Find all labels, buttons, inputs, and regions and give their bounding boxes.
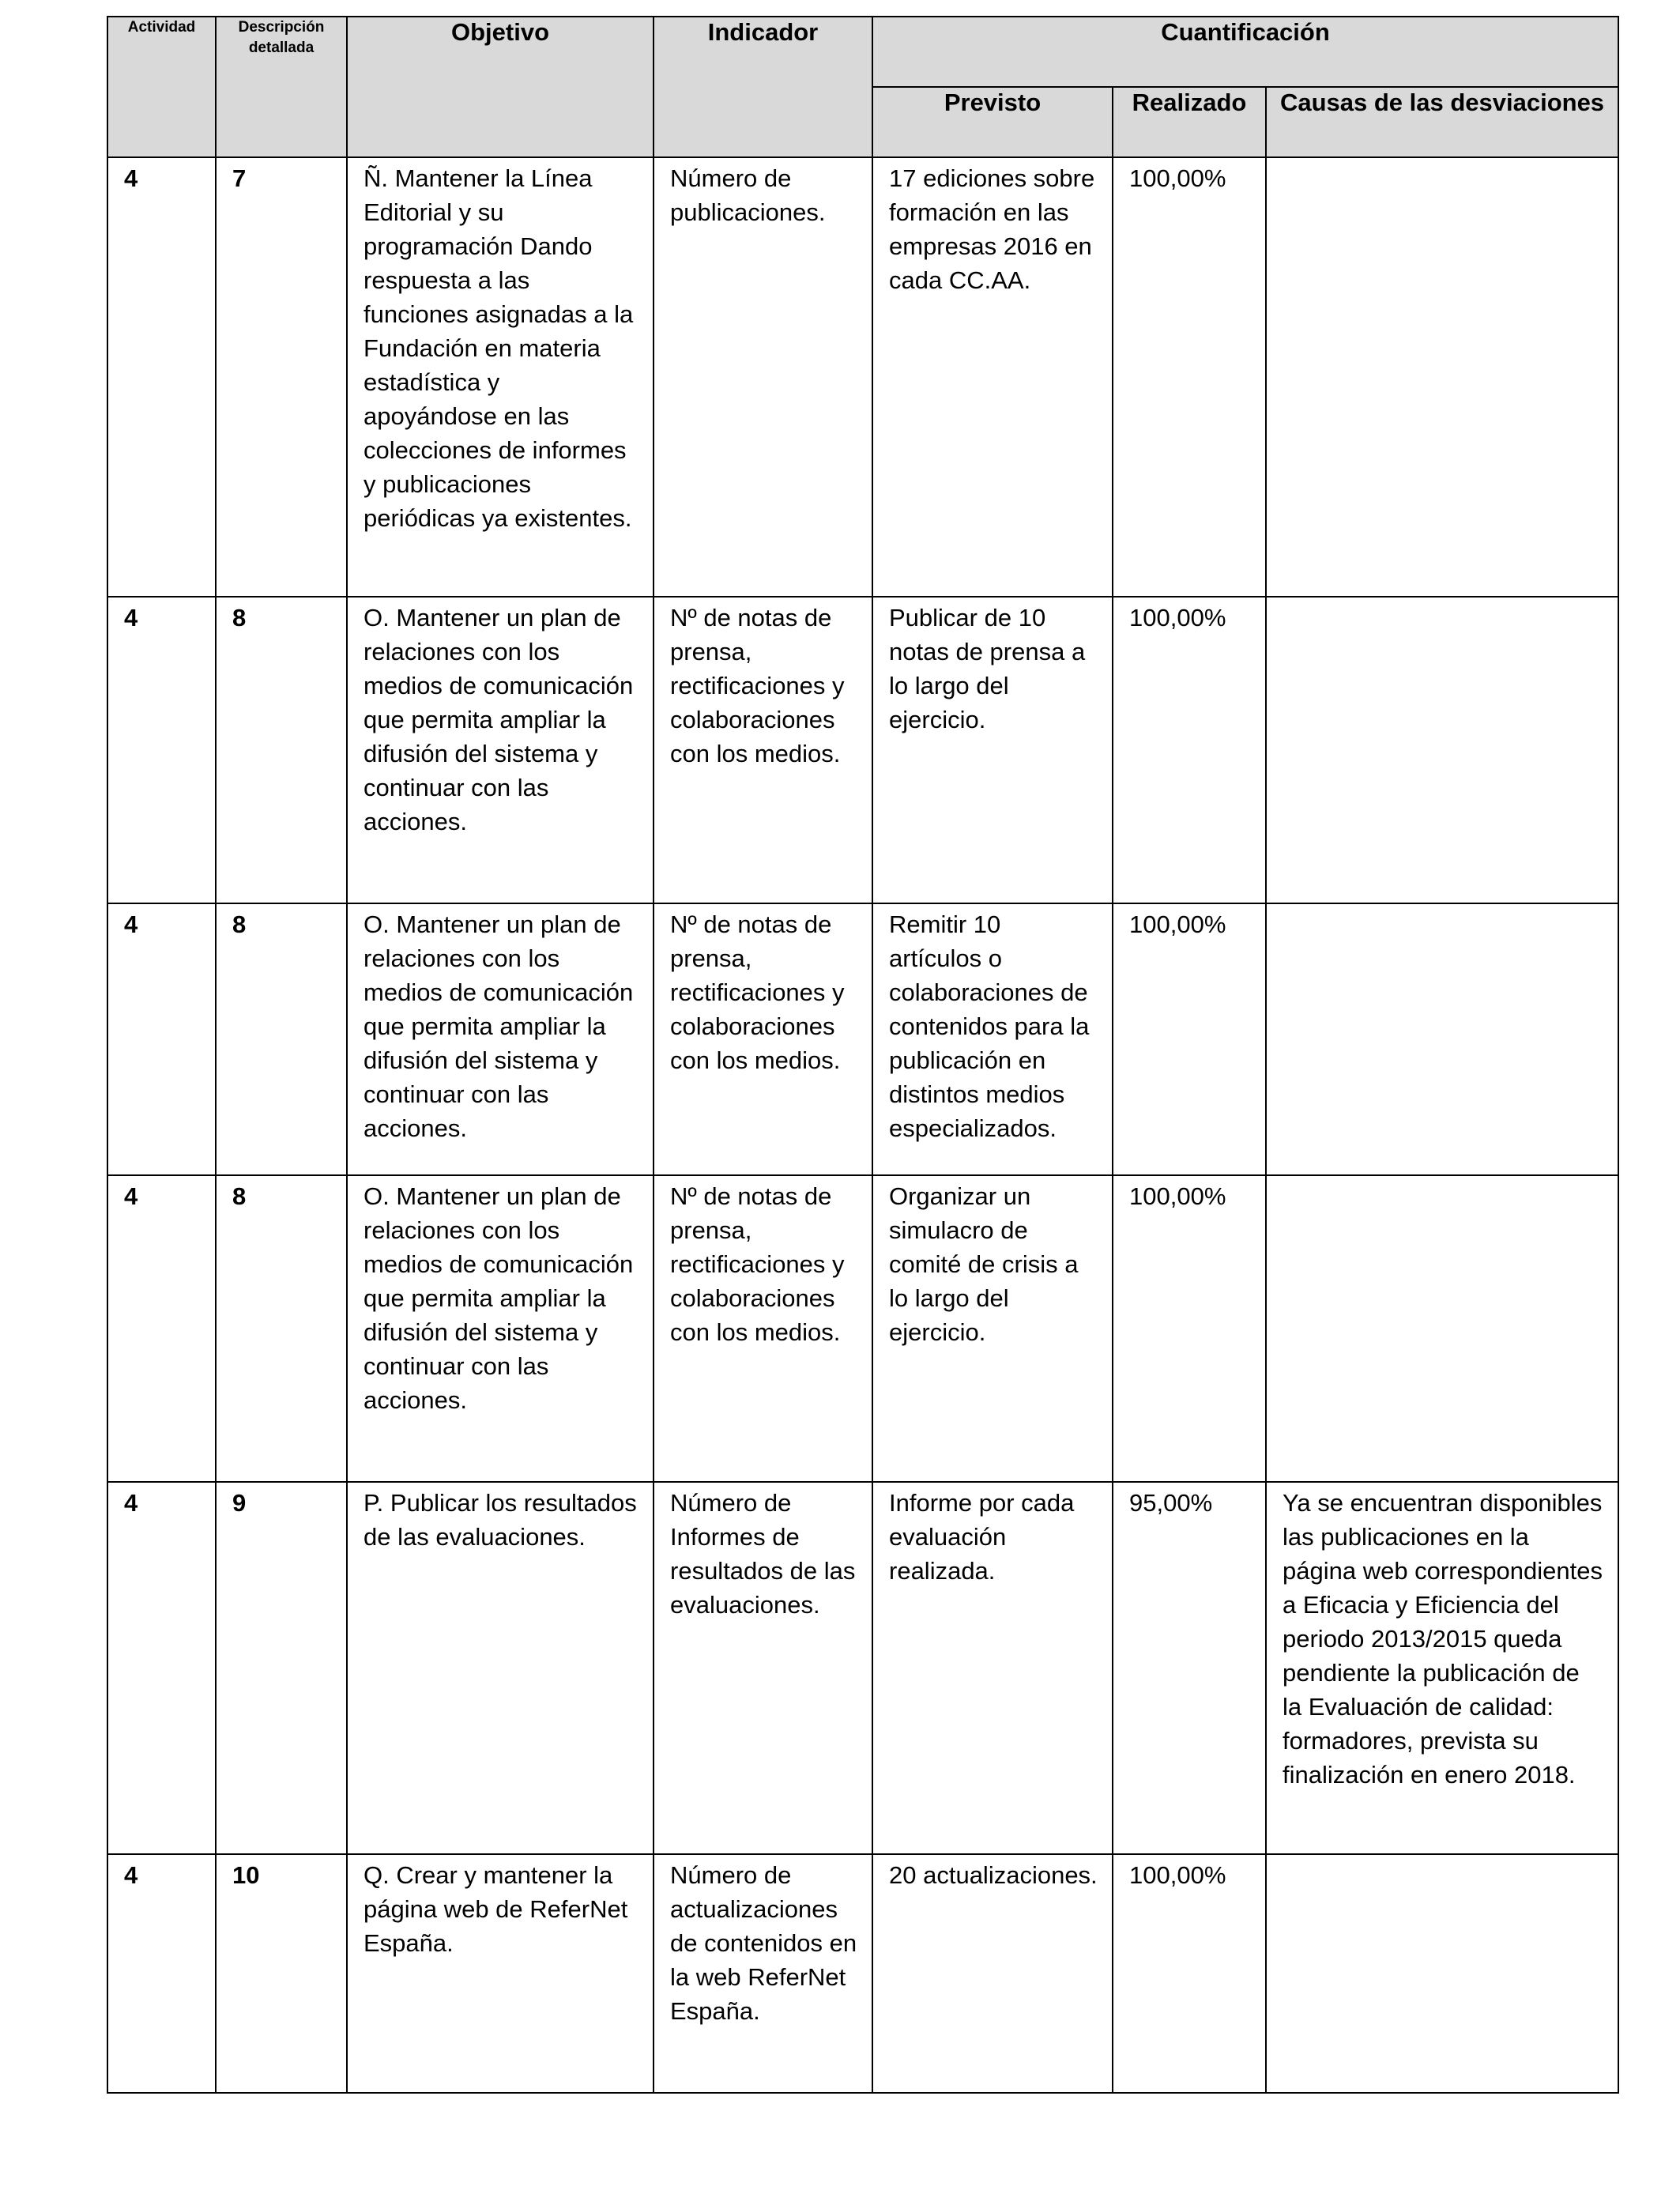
cell-actividad-text: 4 <box>124 910 138 938</box>
cell-realizado-text: 100,00% <box>1129 910 1226 938</box>
cell-causas <box>1266 1854 1618 2093</box>
cell-previsto <box>872 1482 1113 1854</box>
cell-descripcion <box>216 597 347 903</box>
cell-previsto <box>872 903 1113 1175</box>
cell-previsto-text: Remitir 10 artículos o colaboraciones de contenidos para la publicación en distintos medios especializados. <box>889 910 1090 1142</box>
cell-previsto-text: 20 actualizaciones. <box>889 1861 1098 1889</box>
cell-indicador-text: Nº de notas de prensa, rectificaciones y colaboraciones con los medios. <box>670 1182 845 1346</box>
table-row <box>107 1854 1618 2093</box>
table-row <box>107 1482 1618 1854</box>
cell-previsto <box>872 1854 1113 2093</box>
cell-objetivo <box>347 157 654 597</box>
cell-causas-text <box>1267 158 1618 161</box>
cell-indicador <box>654 1482 872 1854</box>
table-row <box>107 1175 1618 1482</box>
header-realizado: Realizado <box>1113 87 1266 157</box>
cell-actividad <box>107 1854 216 2093</box>
cell-realizado-text: 100,00% <box>1129 1182 1226 1210</box>
cell-causas <box>1266 1175 1618 1482</box>
cell-realizado-text: 100,00% <box>1129 164 1226 192</box>
cell-objetivo-text: Q. Crear y mantener la página web de ReferNet España. <box>363 1861 628 1957</box>
cell-indicador-text: Número de publicaciones. <box>670 164 826 226</box>
cell-objetivo <box>347 1482 654 1854</box>
cell-realizado <box>1113 1482 1266 1854</box>
header-row-top <box>107 17 1618 87</box>
cell-indicador <box>654 1854 872 2093</box>
cell-realizado-text: 100,00% <box>1129 1861 1226 1889</box>
cell-causas <box>1266 1482 1618 1854</box>
cell-descripcion <box>216 1854 347 2093</box>
cell-realizado-text: 100,00% <box>1129 604 1226 631</box>
cell-objetivo-text: O. Mantener un plan de relaciones con los medios de comunicación que permita ampliar la difusión del sistema y continuar con las acciones. <box>363 1182 634 1414</box>
table-row <box>107 157 1618 597</box>
cell-indicador-text: Nº de notas de prensa, rectificaciones y colaboraciones con los medios. <box>670 604 845 767</box>
cell-previsto-text: Informe por cada evaluación realizada. <box>889 1489 1075 1585</box>
cell-descripcion-text: 10 <box>232 1861 260 1889</box>
header-actividad: Actividad <box>107 17 216 157</box>
cell-indicador <box>654 1175 872 1482</box>
cell-indicador <box>654 903 872 1175</box>
cell-causas-text <box>1267 1855 1618 1858</box>
cell-descripcion-text: 7 <box>232 164 247 192</box>
header-descripcion-line1: Descripción <box>238 19 325 36</box>
cell-previsto-text: Organizar un simulacro de comité de crisis a lo largo del ejercicio. <box>889 1182 1079 1346</box>
cell-objetivo <box>347 1854 654 2093</box>
cell-descripcion-text: 8 <box>232 604 247 631</box>
cell-descripcion <box>216 1482 347 1854</box>
cell-actividad-text: 4 <box>124 604 138 631</box>
cell-causas-text: Ya se encuentran disponibles las publicaciones en la página web correspondientes a Eficacia y Eficiencia del periodo 2013/2015 queda pendiente la publicación de la Evaluación de calidad: formadores, prevista su finalización en enero 2018. <box>1283 1489 1603 1789</box>
cell-causas-text <box>1267 1176 1618 1179</box>
cell-indicador <box>654 597 872 903</box>
cell-previsto <box>872 1175 1113 1482</box>
cell-indicador-text: Número de actualizaciones de contenidos en la web ReferNet España. <box>670 1861 857 2025</box>
cell-objetivo <box>347 903 654 1175</box>
cell-descripcion-text: 8 <box>232 1182 247 1210</box>
cell-objetivo-text: O. Mantener un plan de relaciones con los medios de comunicación que permita ampliar la difusión del sistema y continuar con las acciones. <box>363 910 634 1142</box>
header-causas: Causas de las desviaciones <box>1266 87 1618 157</box>
cell-realizado <box>1113 597 1266 903</box>
cell-causas-text <box>1267 904 1618 907</box>
header-descripcion <box>216 17 347 157</box>
cell-objetivo-text: P. Publicar los resultados de las evaluaciones. <box>363 1489 637 1551</box>
cell-objetivo-text: O. Mantener un plan de relaciones con los medios de comunicación que permita ampliar la difusión del sistema y continuar con las acciones. <box>363 604 634 835</box>
header-objetivo: Objetivo <box>347 17 654 157</box>
cell-objetivo <box>347 597 654 903</box>
cell-realizado <box>1113 157 1266 597</box>
cell-actividad-text: 4 <box>124 164 138 192</box>
cell-previsto-text: Publicar de 10 notas de prensa a lo largo del ejercicio. <box>889 604 1086 733</box>
cell-actividad <box>107 1175 216 1482</box>
cell-actividad-text: 4 <box>124 1489 138 1517</box>
header-descripcion-line2: detallada <box>248 40 315 56</box>
cell-actividad <box>107 597 216 903</box>
cell-previsto <box>872 157 1113 597</box>
cell-realizado-text: 95,00% <box>1129 1489 1213 1517</box>
table-row <box>107 903 1618 1175</box>
cell-indicador-text: Número de Informes de resultados de las evaluaciones. <box>670 1489 856 1619</box>
cell-actividad <box>107 1482 216 1854</box>
table-row <box>107 597 1618 903</box>
cell-actividad <box>107 157 216 597</box>
cell-realizado <box>1113 1854 1266 2093</box>
cell-causas <box>1266 903 1618 1175</box>
cell-previsto <box>872 597 1113 903</box>
cell-causas <box>1266 157 1618 597</box>
cell-actividad <box>107 903 216 1175</box>
cell-actividad-text: 4 <box>124 1182 138 1210</box>
quantification-table <box>107 16 1619 2094</box>
header-cuantificacion: Cuantificación <box>872 17 1618 87</box>
cell-descripcion-text: 8 <box>232 910 247 938</box>
cell-actividad-text: 4 <box>124 1861 138 1889</box>
cell-realizado <box>1113 903 1266 1175</box>
cell-descripcion <box>216 157 347 597</box>
cell-descripcion <box>216 1175 347 1482</box>
cell-indicador-text: Nº de notas de prensa, rectificaciones y colaboraciones con los medios. <box>670 910 845 1074</box>
cell-objetivo <box>347 1175 654 1482</box>
header-previsto: Previsto <box>872 87 1113 157</box>
cell-objetivo-text: Ñ. Mantener la Línea Editorial y su programación Dando respuesta a las funciones asignadas a la Fundación en materia estadística y apoyándose en las colecciones de informes y publicaciones periódicas ya existentes. <box>363 164 634 532</box>
cell-causas-text <box>1267 598 1618 601</box>
cell-previsto-text: 17 ediciones sobre formación en las empresas 2016 en cada CC.AA. <box>889 164 1095 294</box>
cell-descripcion-text: 9 <box>232 1489 247 1517</box>
cell-realizado <box>1113 1175 1266 1482</box>
header-indicador: Indicador <box>654 17 872 157</box>
cell-indicador <box>654 157 872 597</box>
cell-causas <box>1266 597 1618 903</box>
cell-descripcion <box>216 903 347 1175</box>
